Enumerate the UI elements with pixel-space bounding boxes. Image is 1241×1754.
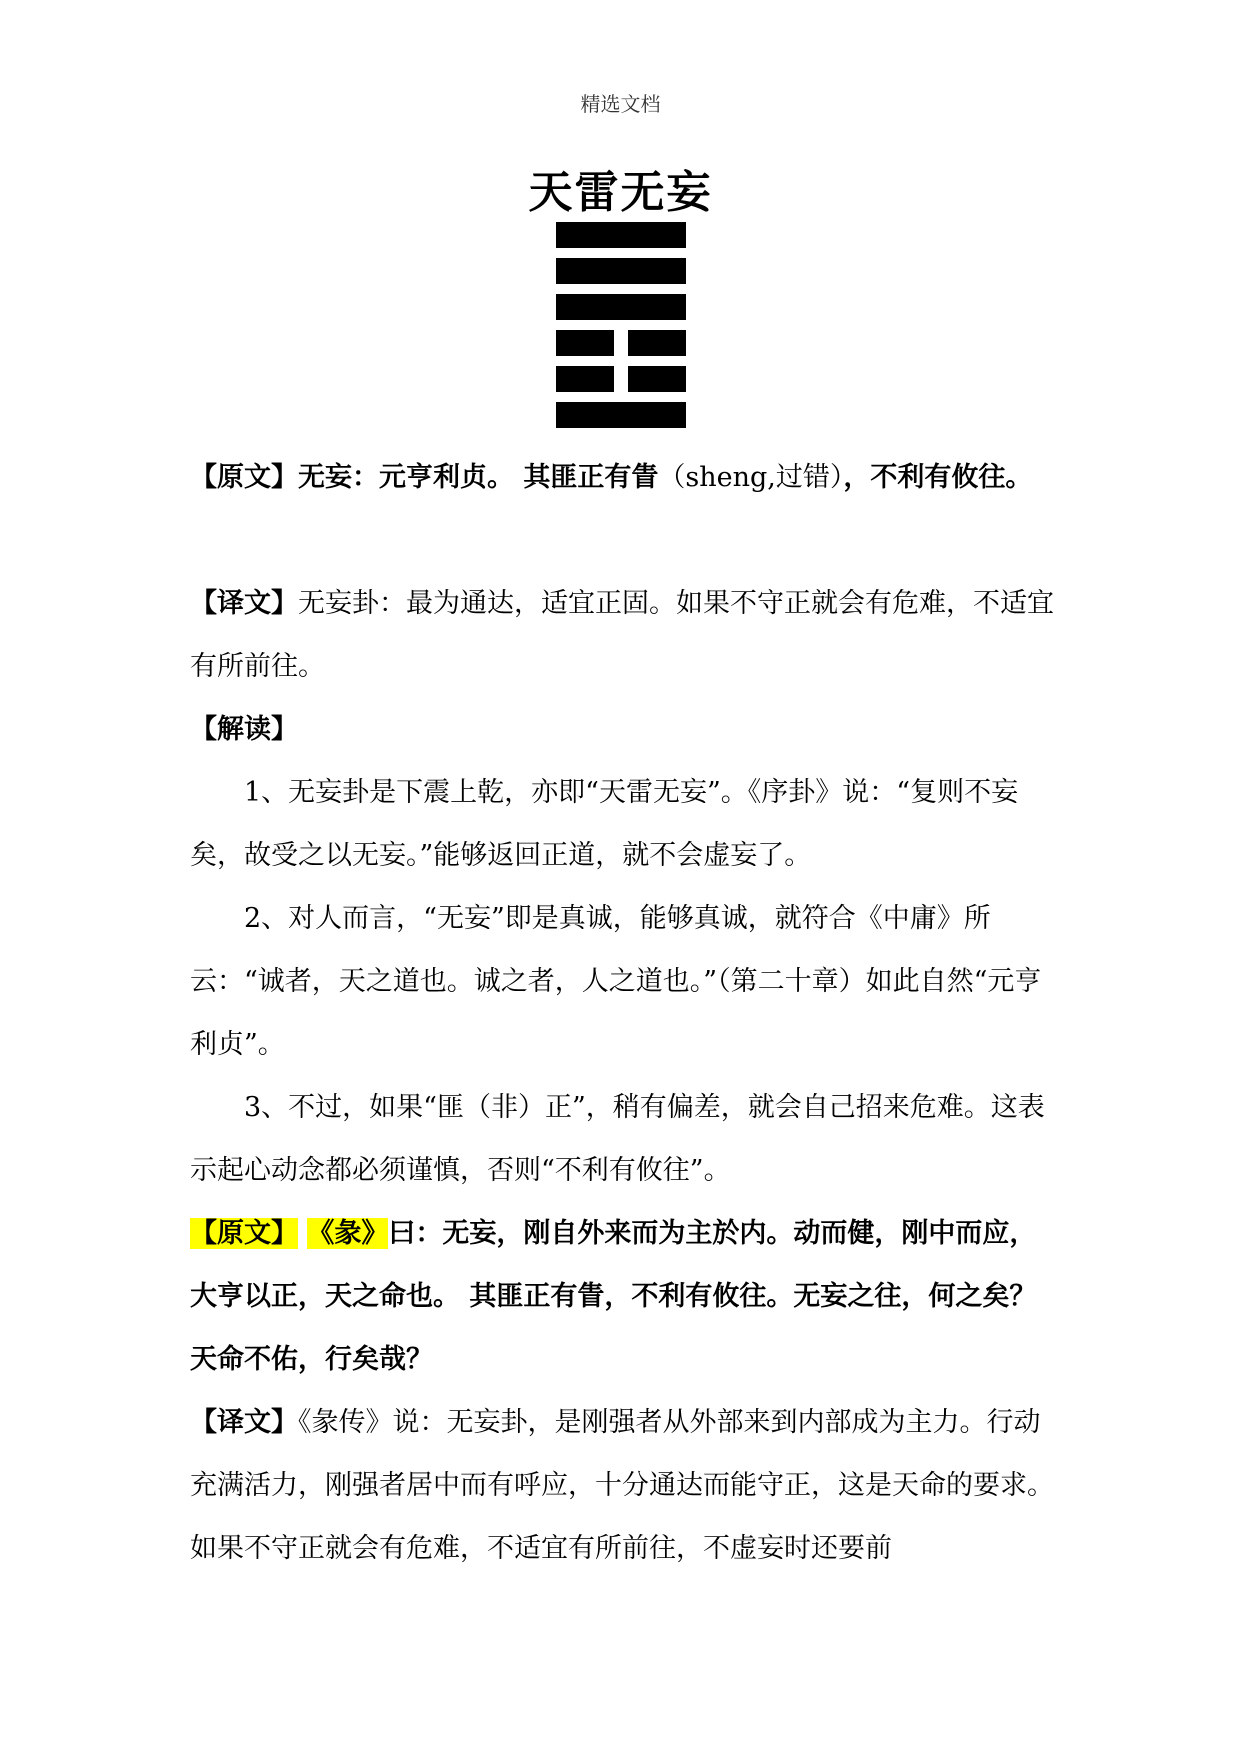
- hexagram-line: [556, 366, 686, 392]
- hexagram-figure: [556, 222, 686, 428]
- tuan-translation-text: 《彖传》说：无妄卦，是刚强者从外部来到内部成为主力。行动充满活力，刚强者居中而有呼应，十分通达而能守正，这是天命的要求。如果不守正就会有危难，不适宜有所前往，不虚妄时还要前: [190, 1407, 1054, 1564]
- page-header: 精选文档: [580, 92, 661, 116]
- interpretation-point: 2、对人而言，“无妄”即是真诚，能够真诚，就符合《中庸》所云：“诚者，天之道也。诚之者，人之道也。”（第二十章）如此自然“元亨利贞”。: [190, 903, 1042, 1060]
- interpretation-heading: 【解读】: [190, 714, 298, 745]
- tuan-translation-paragraph: [190, 1391, 1060, 1580]
- page-title: 天雷无妄: [528, 167, 713, 218]
- translation-paragraph: [190, 572, 1060, 698]
- original-text-end: ，不利有攸往。: [843, 462, 1033, 493]
- hexagram-line: [556, 222, 686, 248]
- original-text: 无妄：元亨利贞。 其匪正有眚: [298, 462, 659, 493]
- interpretation-point: 3、不过，如果“匪（非）正”，稍有偏差，就会自己招来危难。这表示起心动念都必须谨慎，否则“不利有攸往”。: [190, 1092, 1045, 1186]
- translation-text: 无妄卦：最为通达，适宜正固。如果不守正就会有危难，不适宜有所前往。: [190, 588, 1054, 682]
- section-label: 【译文】: [190, 1407, 298, 1438]
- hexagram-line: [556, 294, 686, 320]
- hexagram-line: [556, 258, 686, 284]
- section-label: 【原文】: [190, 462, 298, 493]
- original-text-paragraph: [190, 446, 1060, 509]
- source-highlighted: 《彖》: [307, 1218, 389, 1249]
- section-label-highlighted: 【原文】: [190, 1218, 298, 1249]
- hexagram-line: [556, 402, 686, 428]
- original-annotation: （sheng,过错）: [658, 462, 844, 493]
- section-label: 【译文】: [190, 588, 298, 619]
- hexagram-line: [556, 330, 686, 356]
- tuan-original-text: 曰：无妄，刚自外来而为主於内。动而健，刚中而应，大亨以正，天之命也。 其匪正有眚，不利有攸往。无妄之往，何之矣？ 天命不佑，行矣哉？: [190, 1218, 1037, 1375]
- tuan-original-paragraph: [190, 1202, 1060, 1391]
- interpretation-point: 1、无妄卦是下震上乾，亦即“天雷无妄”。《序卦》说：“复则不妄矣，故受之以无妄。”能够返回正道，就不会虚妄了。: [190, 777, 1019, 871]
